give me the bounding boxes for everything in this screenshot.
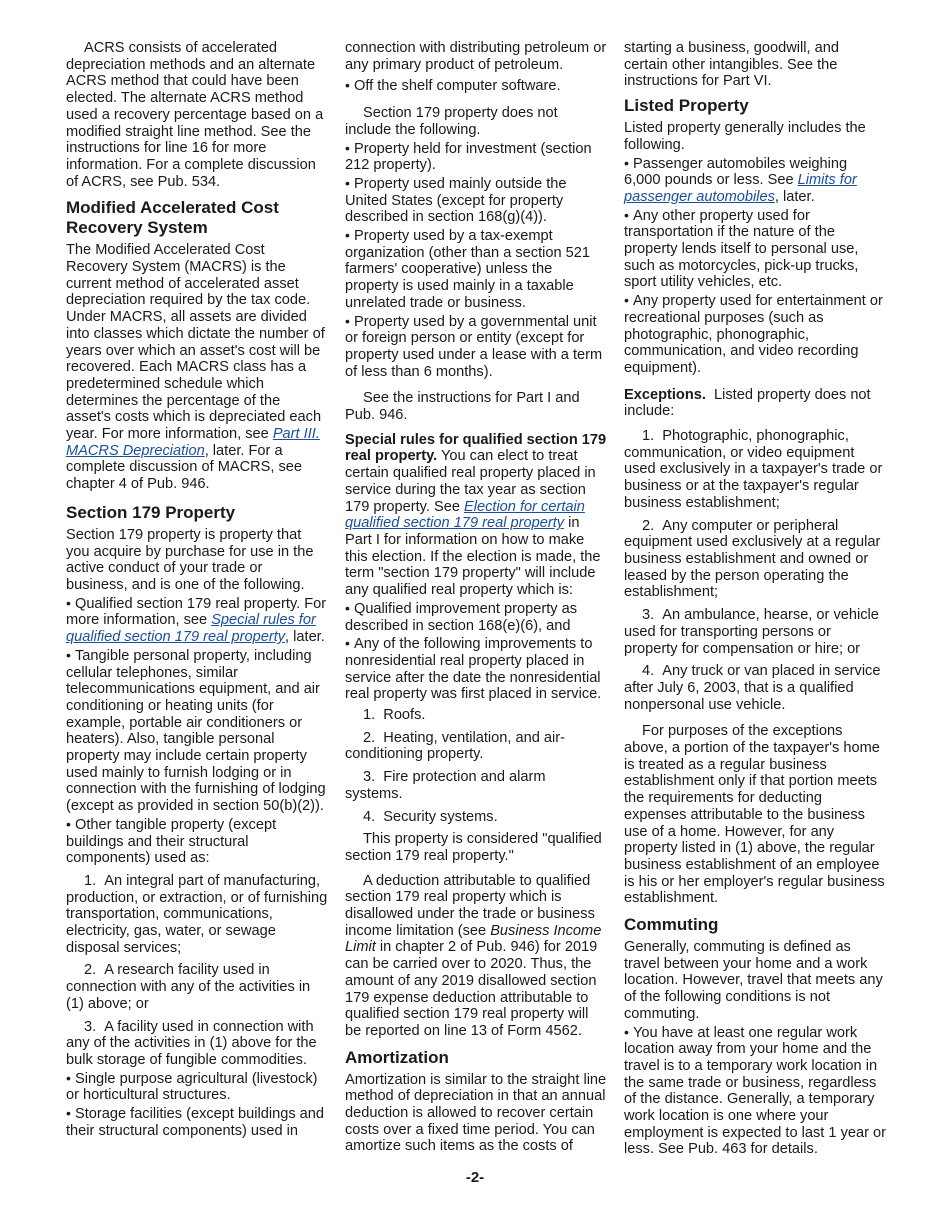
special-text-a: You can elect to treat certain qualified real property placed in service during the tax year as section 179 property. See (345, 448, 596, 515)
bullet-qualified-text-b: , later. (285, 629, 325, 646)
bullet-storage-text: Storage facilities (except buildings and their structural components) used in (66, 1106, 325, 1139)
improvement-1: 1. Roofs. (363, 707, 426, 724)
bullet-single-text: Single purpose agricultural (livestock) or horticultural structures. (66, 1070, 318, 1104)
bullet-other-tangible: • Other tangible property (except buildings and their structural components) used as: (66, 815, 277, 867)
considered-paragraph: This property is considered "qualified section 179 real property." (345, 831, 602, 864)
list-item-2: 2. A research facility used in connection with any of the activities in (1) above; or (66, 962, 311, 1012)
see-instructions: See the instructions for Part I and Pub. 946. (345, 390, 580, 424)
improvement-2: 2. Heating, ventilation, and air-conditioning property. (345, 729, 565, 763)
deduction-text-a: A deduction attributable to qualified section 179 real property which is disallowed under the trade or business income limitation (see (345, 872, 595, 939)
business-income-limit: Business Income Limit (345, 922, 602, 956)
bullet-outside-us: • Property used mainly outside the United States (except for property described in section 168(g)(4)). (345, 174, 567, 226)
macrs-paragraph (66, 242, 328, 493)
list-item-3: 3. A facility used in connection with any of the activities in (1) above for the bulk storage of fungible commodities. (66, 1018, 317, 1068)
bullet-following-improvements: • Any of the following improvements to nonresidential real property placed in service after the date the nonresidential real property was first placed in service. (345, 635, 602, 703)
bullet-storage: • Storage facilities (except buildings and their structural components) used in (66, 1105, 325, 1139)
bullet-passenger: • Passenger automobiles weighing 6,000 pounds or less. See Limits for passenger automobiles, later. (624, 154, 857, 205)
continued-text: connection with distributing petroleum or any primary product of petroleum. (345, 40, 607, 73)
bullet-software-text: Off the shelf computer software. (353, 78, 561, 95)
bullet-tax-exempt: • Property used by a tax-exempt organization (other than a section 521 farmers' cooperative) unless the property is used mainly in a taxable unrelated trade or business. (345, 227, 591, 311)
bullet-entertainment: • Any property used for entertainment or recreational purposes (such as photographic, phonographic, communication, and video recording equipment). (624, 292, 883, 376)
column-1 (66, 40, 328, 1140)
macrs-text-b: , later. For a complete discussion of MACRS, see chapter 4 of Pub. 946. (66, 442, 303, 493)
acrs-paragraph: ACRS consists of accelerated depreciation methods and an alternate ACRS method that could have been elected. The alternate ACRS method used a recovery percentage based on a modified straight line method. See the instructions for line 16 for more information. For a complete discussion of ACRS, see Pub. 534. (66, 40, 324, 190)
bullet-other-text: Other tangible property (except buildings and their structural components) used as: (66, 816, 277, 867)
bullet-govt-text: Property used by a governmental unit or foreign person or entity (except for property used under a lease with a term of less than 6 months). (345, 313, 603, 380)
page-number: -2- (465, 1169, 485, 1186)
exception-4: 4. Any truck or van placed in service after July 6, 2003, that is a qualified nonpersonal use vehicle. (624, 663, 881, 713)
bullet-transportation: • Any other property used for transportation if the nature of the property lends itself to personal use, such as motorcycles, pick-up trucks, sport utility vehicles, etc. (624, 206, 859, 291)
exception-1: 1. Photographic, phonographic, communication, or video equipment used exclusively in a taxpayer's trade or business or at the taxpayer's regular business establishment; (624, 428, 883, 511)
special-rules-paragraph (345, 432, 607, 599)
exceptions-paragraph (624, 387, 886, 420)
macrs-heading: Modified Accelerated Cost Recovery System (66, 198, 279, 238)
exception-3: 3. An ambulance, hearse, or vehicle used for transporting persons or property for compensation or hire; or (624, 607, 879, 657)
listed-property-heading: Listed Property (624, 96, 749, 116)
election-link[interactable]: Election for certain qualified section 179 real property (345, 498, 585, 532)
special-text-b: in Part I for information on how to make this election. If the election is made, the term "section 179 property" will include any qualified real property which is: (345, 515, 601, 599)
deduction-paragraph (345, 873, 607, 1040)
bullet-regular-text: You have at least one regular work location away from your home and the travel is to a temporary work location in the same trade or business, regardless of the distance. Generally, a temporary work location is one where your employment is expected to last 1 year or less. See Pub. 463 for details. (624, 1024, 887, 1158)
special-rules-lead: Special rules for qualified section 179 real property. (345, 431, 607, 465)
commuting-intro: Generally, commuting is defined as travel between your home and a work location. However, travel that meets any of the following conditions is not commuting. (624, 939, 883, 1022)
amortization-heading: Amortization (345, 1047, 449, 1067)
passenger-limits-link[interactable]: Limits for passenger automobiles (624, 172, 857, 205)
bullet-transport-text: Any other property used for transportation if the nature of the property lends itself to personal use, such as motorcycles, pick-up trucks, sport utility vehicles, etc. (624, 207, 859, 291)
bullet-exempt-text: Property used by a tax-exempt organization (other than a section 521 farmers' cooperative) unless the property is used mainly in a taxable unrelated trade or business. (345, 228, 591, 311)
bullet-passenger-text-b: , later. (774, 188, 815, 205)
amortization-paragraph: Amortization is similar to the straight line method of depreciation in that an annual deduction is allowed to recover certain costs over a fixed time period. You can amortize such items as the costs of (345, 1071, 607, 1155)
macrs-depreciation-link[interactable]: Part III. MACRS Depreciation (66, 426, 320, 459)
bullet-qualified-real-property: • Qualified section 179 real property. For more information, see Special rules for qualified section 179 real property, later. (66, 594, 327, 646)
bullet-improvement-text: Qualified improvement property as described in section 168(e)(6), and (345, 600, 578, 634)
deduction-text-b: in chapter 2 of Pub. 946) for 2019 can be carried over to 2020. Thus, the amount of any 2019 disallowed section 179 expense deduction attributable to qualified section 179 real property will be reported on line 13 of Form 4562. (345, 939, 598, 1039)
bullet-following-text: Any of the following improvements to nonresidential real property placed in service after the date the nonresidential real property was first placed in service. (345, 636, 602, 703)
bullet-governmental: • Property used by a governmental unit or foreign person or entity (except for property used under a lease with a term of less than 6 months). (345, 312, 603, 380)
improvement-3: 3. Fire protection and alarm systems. (345, 769, 546, 802)
bullet-entertain-text: Any property used for entertainment or recreational purposes (such as photographic, phonographic, communication, and video recording equipment). (624, 293, 883, 376)
exceptions-text: Listed property does not include: (624, 386, 871, 420)
improvement-4: 4. Security systems. (363, 808, 498, 825)
bullet-single-purpose: • Single purpose agricultural (livestock) or horticultural structures. (66, 1069, 318, 1104)
bullet-software: • Off the shelf computer software. (345, 77, 561, 95)
macrs-text-a: The Modified Accelerated Cost Recovery System (MACRS) is the current method of accelerated asset depreciation required by the tax code. Under MACRS, all assets are divided into classes which dictate the number of years over which an asset's cost will be recovered. Each MACRS class has a predetermined schedule which determines the percentage of the asset's costs which is depreciated each year. For more information, see (66, 242, 325, 443)
not-include-paragraph: Section 179 property does not include the following. (345, 105, 558, 138)
section-179-intro: Section 179 property is property that you acquire by purchase for use in the active conduct of your trade or business, and is one of the following. (66, 526, 314, 593)
bullet-investment: • Property held for investment (section 212 property). (345, 139, 592, 174)
exception-2: 2. Any computer or peripheral equipment used exclusively at a regular business establishment and owned or leased by the person operating the establishment; (624, 517, 881, 601)
bullet-passenger-text-a: Passenger automobiles weighing 6,000 pounds or less. See (624, 155, 848, 189)
exceptions-lead: Exceptions. (624, 386, 706, 403)
list-item-1: 1. An integral part of manufacturing, production, or extraction, or of furnishing transportation, communications, electricity, gas, water, or sewage disposal services; (66, 872, 328, 956)
special-rules-link[interactable]: Special rules for qualified section 179 real property (66, 612, 316, 646)
bullet-tangible-property: • Tangible personal property, including cellular telephones, similar telecommunications equipment, and air conditioning or heating units (for example, portable air conditioners or heaters). Also, tangible personal property may include certain property used mainly to furnish lodging or in connection with the furnishing of lodging (except as provided in section 50(b)(2)). (66, 646, 326, 815)
bullet-investment-text: Property held for investment (section 212 property). (345, 140, 592, 174)
bullet-outside-text: Property used mainly outside the United States (except for property described in section 168(g)(4)). (345, 175, 567, 226)
continued-text: starting a business, goodwill, and certain other intangibles. See the instructions for Part VI. (624, 40, 839, 90)
purposes-paragraph: For purposes of the exceptions above, a portion of the taxpayer's home is treated as a regular business establishment only if that portion meets the requirements for deducting expenses attributable to the business use of a home. However, for any property listed in (1) above, the regular business establishment of an employee is his or her employer's regular business establishment. (624, 723, 885, 907)
commuting-heading: Commuting (624, 915, 719, 935)
column-3 (624, 40, 886, 1159)
bullet-tangible-text: Tangible personal property, including cellular telephones, similar telecommunications equipment, and air conditioning or heating units (for example, portable air conditioners or heaters). Also, tangible personal property may include certain property used mainly to furnish lodging or in connection with the furnishing of lodging (except as provided in section 50(b)(2)). (66, 647, 326, 815)
bullet-regular-work: • You have at least one regular work location away from your home and the travel is to a temporary work location in the same trade or business, regardless of the distance. Generally, a temporary work location is one where your employment is expected to last 1 year or less. See Pub. 463 for details. (624, 1023, 887, 1158)
bullet-qualified-text-a: Qualified section 179 real property. For more information, see (66, 595, 327, 629)
bullet-improvement: • Qualified improvement property as described in section 168(e)(6), and (345, 599, 578, 634)
listed-intro: Listed property generally includes the following. (624, 120, 866, 153)
column-2 (345, 40, 607, 1156)
section-179-heading: Section 179 Property (66, 502, 236, 522)
